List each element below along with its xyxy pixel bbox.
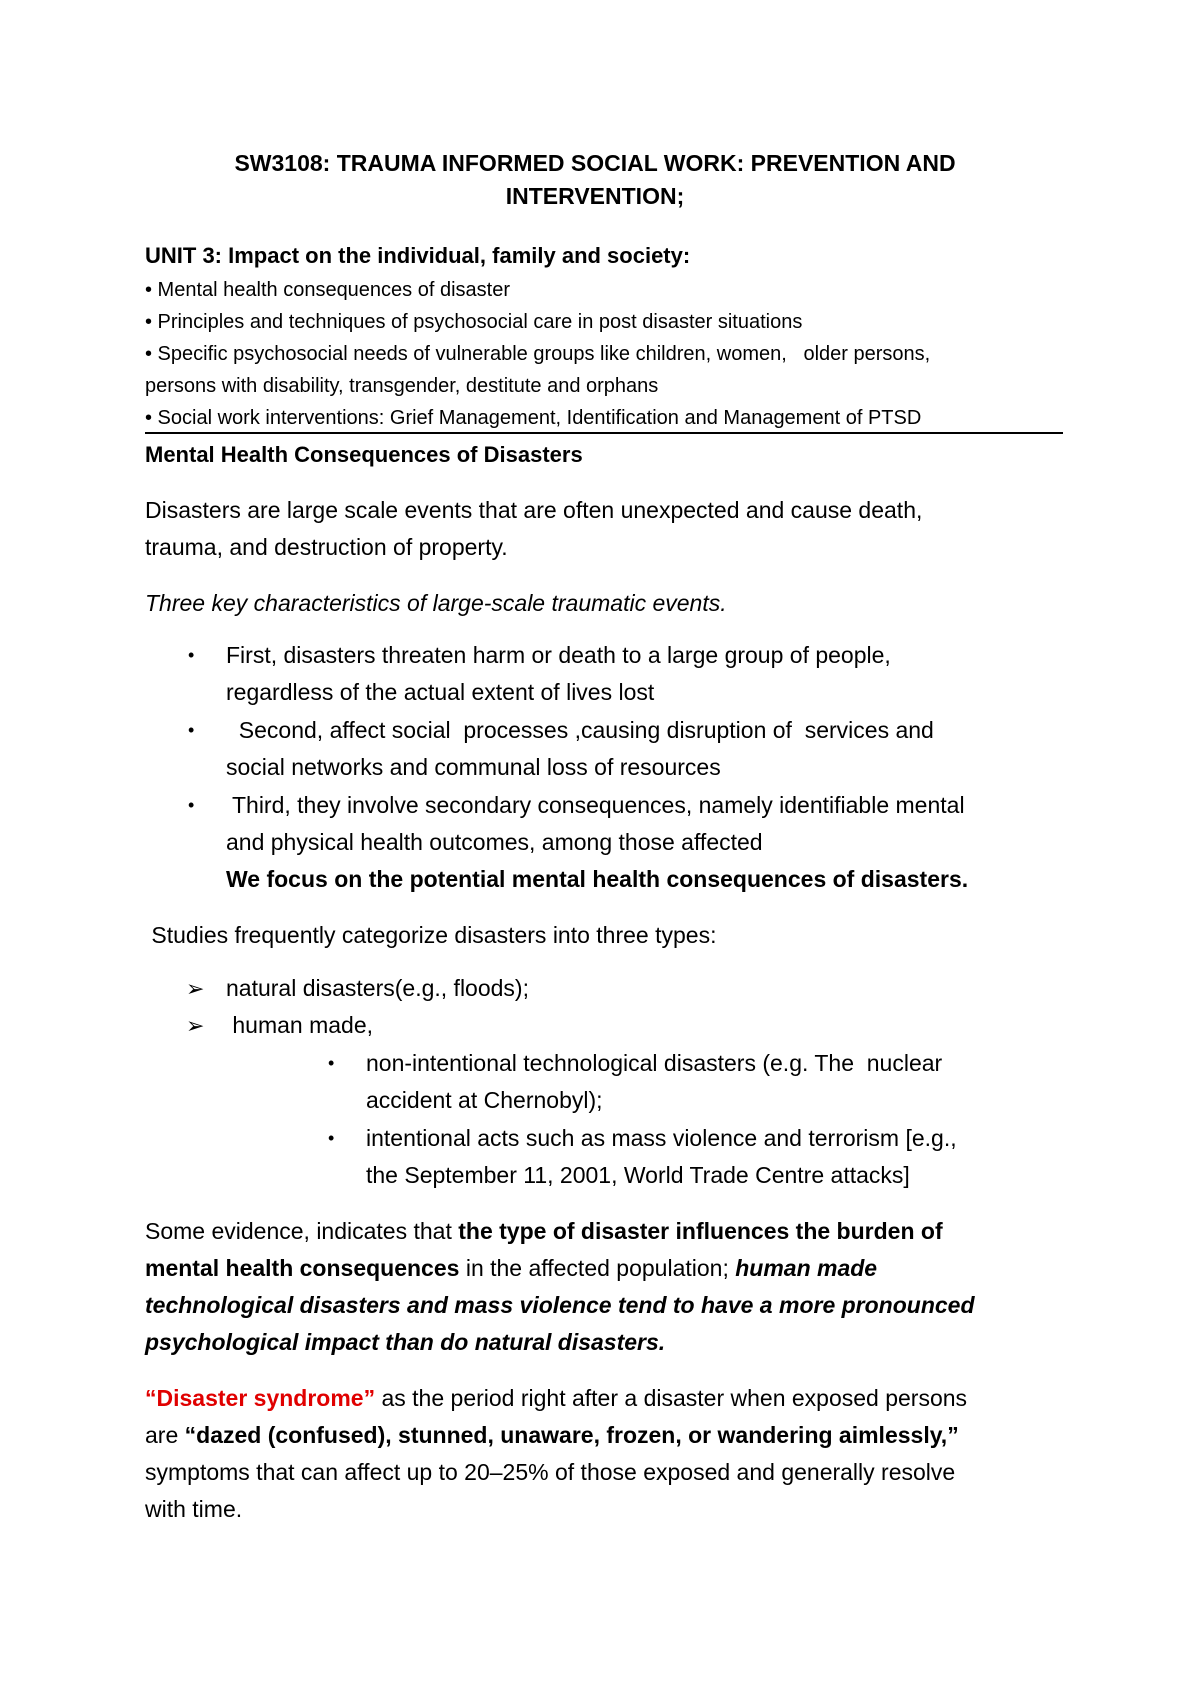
characteristic-line: social networks and communal loss of resources xyxy=(226,754,721,780)
unit-topic: • Specific psychosocial needs of vulnerable groups like children, women, older persons, xyxy=(145,343,931,365)
characteristics-heading: Three key characteristics of large-scale traumatic events. xyxy=(145,590,727,616)
arrow-bullet-icon: ➢ xyxy=(186,1013,205,1038)
unit-topic: persons with disability, transgender, destitute and orphans xyxy=(145,375,659,397)
characteristic-line: Second, affect social processes ,causing disruption of services and xyxy=(226,717,934,743)
syndrome-term: “Disaster syndrome” xyxy=(145,1385,376,1411)
unit-topic: • Principles and techniques of psychosocial care in post disaster situations xyxy=(145,311,803,333)
bullet-icon: • xyxy=(188,795,195,815)
course-title-line2: INTERVENTION; xyxy=(505,183,685,209)
bullet-icon: • xyxy=(188,720,195,740)
bullet-icon: • xyxy=(328,1053,335,1073)
arrow-bullet-icon: ➢ xyxy=(186,976,205,1001)
section-heading: Mental Health Consequences of Disasters xyxy=(145,442,583,467)
syndrome-line: symptoms that can affect up to 20–25% of those exposed and generally resolve xyxy=(145,1459,956,1485)
intro-line: trauma, and destruction of property. xyxy=(145,534,508,560)
disaster-subtype-line: accident at Chernobyl); xyxy=(366,1087,603,1113)
syndrome-line: “Disaster syndrome” as the period right after a disaster when exposed persons xyxy=(145,1385,968,1411)
characteristic-line: Third, they involve secondary consequences, namely identifiable mental xyxy=(226,792,965,818)
syndrome-line: with time. xyxy=(145,1496,243,1522)
disaster-type: human made, xyxy=(226,1012,374,1038)
intro-line: Disasters are large scale events that are often unexpected and cause death, xyxy=(145,497,923,523)
evidence-line: mental health consequences in the affected population; human made xyxy=(145,1255,878,1281)
characteristic-line: regardless of the actual extent of lives lost xyxy=(226,679,655,705)
bullet-icon: • xyxy=(328,1128,335,1148)
characteristic-line: and physical health outcomes, among those affected xyxy=(226,829,763,855)
disaster-subtype-line: non-intentional technological disasters (e.g. The nuclear xyxy=(366,1050,943,1076)
course-title xyxy=(145,147,1045,213)
disaster-subtype-line: intentional acts such as mass violence and terrorism [e.g., xyxy=(366,1125,957,1151)
unit-topic: • Social work interventions: Grief Management, Identification and Management of PTSD xyxy=(145,407,922,429)
disaster-type: natural disasters(e.g., floods); xyxy=(226,975,529,1001)
disaster-subtype-line: the September 11, 2001, World Trade Centre attacks] xyxy=(366,1162,910,1188)
focus-statement: We focus on the potential mental health consequences of disasters. xyxy=(226,866,969,892)
unit-title: UNIT 3: Impact on the individual, family and society: xyxy=(145,243,691,268)
evidence-line: Some evidence, indicates that the type of disaster influences the burden of xyxy=(145,1218,943,1244)
syndrome-line: are “dazed (confused), stunned, unaware, frozen, or wandering aimlessly,” xyxy=(145,1422,959,1448)
course-title-line1: SW3108: TRAUMA INFORMED SOCIAL WORK: PREVENTION AND xyxy=(234,150,956,176)
characteristic-line: First, disasters threaten harm or death to a large group of people, xyxy=(226,642,891,668)
evidence-line: technological disasters and mass violence tend to have a more pronounced xyxy=(145,1292,975,1318)
evidence-line: psychological impact than do natural disasters. xyxy=(145,1329,666,1355)
section-divider xyxy=(145,432,1063,434)
types-intro: Studies frequently categorize disasters into three types: xyxy=(145,922,717,948)
unit-topic: • Mental health consequences of disaster xyxy=(145,279,510,301)
bullet-icon: • xyxy=(188,645,195,665)
